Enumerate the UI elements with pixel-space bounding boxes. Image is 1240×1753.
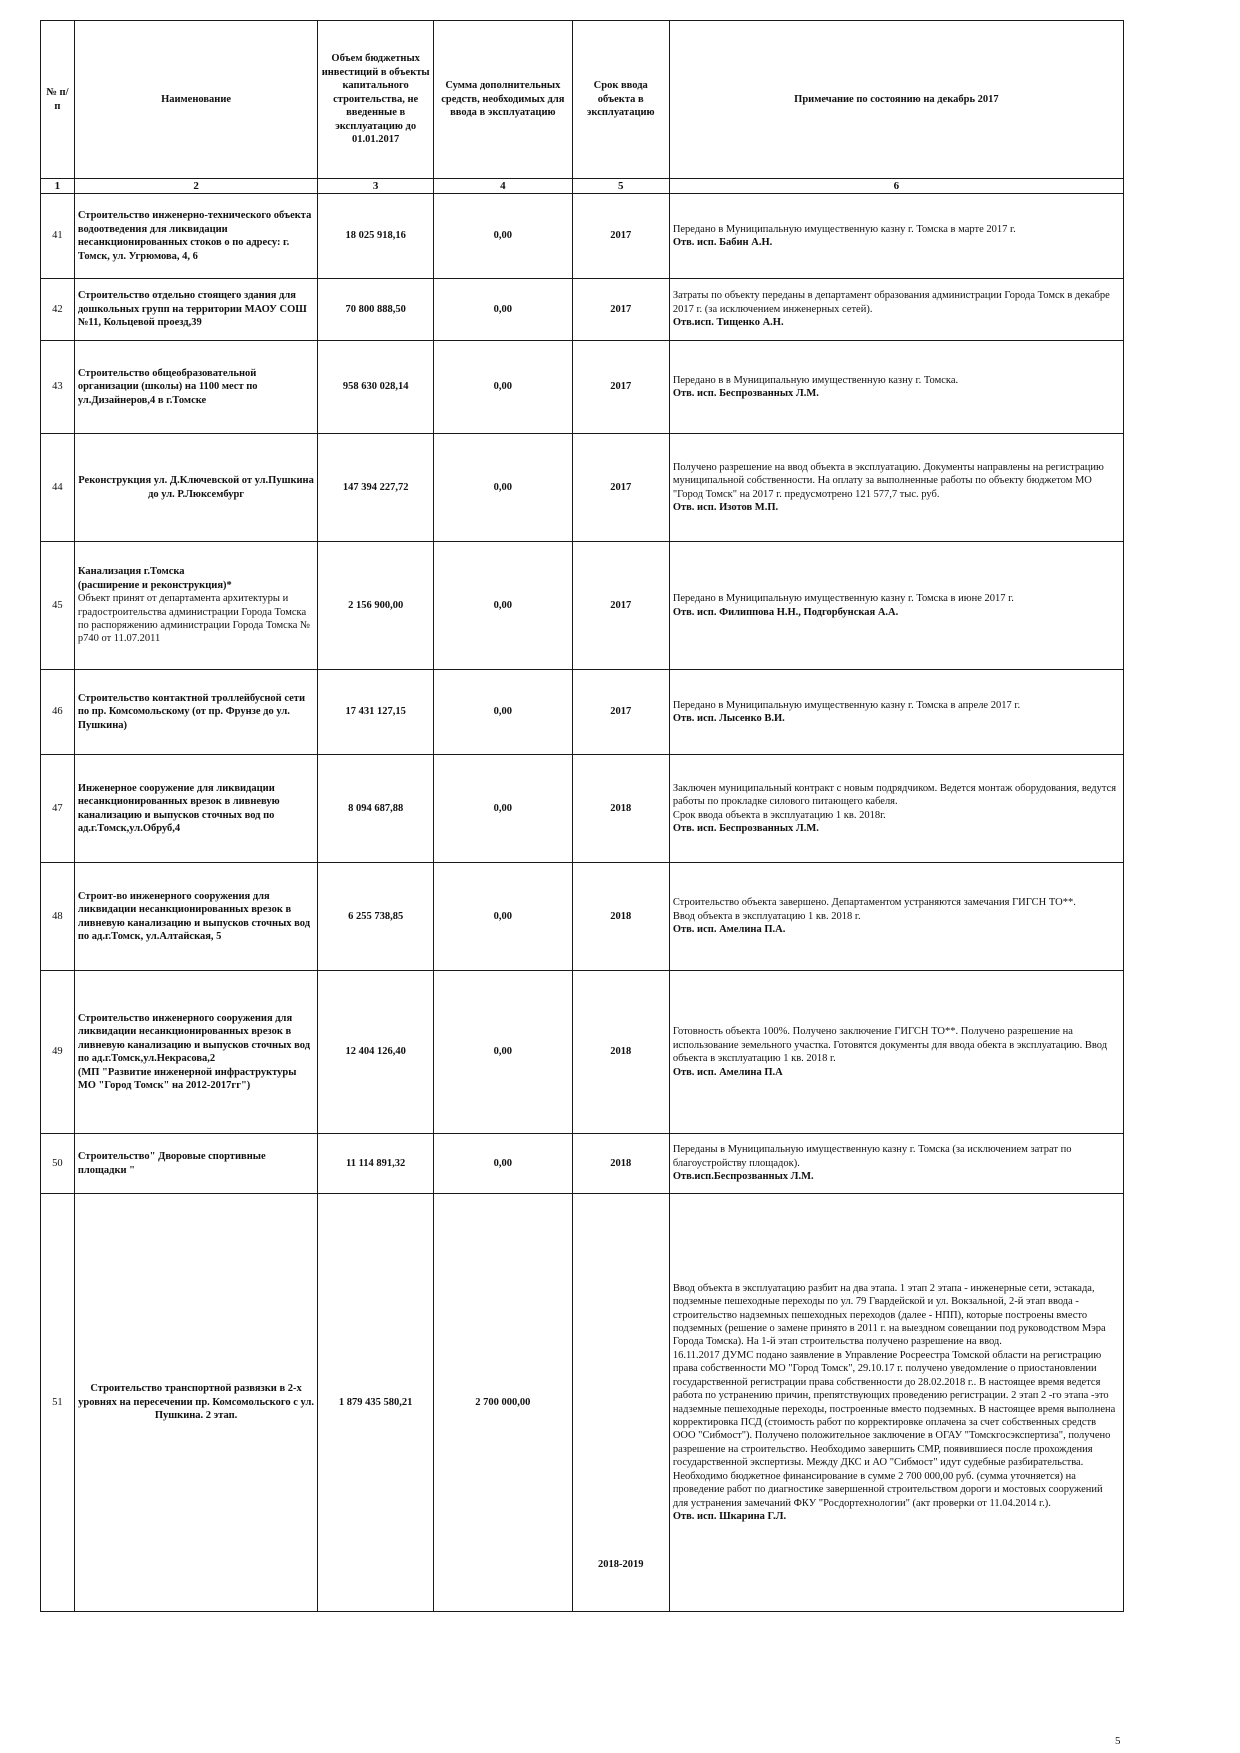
object-name-text: Строительство контактной троллейбусной сети по пр. Комсомольскому (от пр. Фрунзе до ул. Пушкина) — [77, 692, 305, 731]
note-text: Передано в Муниципальную имущественную казну г. Томска в июне 2017 г. — [672, 593, 1014, 605]
commission-term: 2018 — [572, 755, 669, 863]
additional-sum: 0,00 — [434, 755, 573, 863]
commission-term: 2018 — [572, 1134, 669, 1194]
object-name-text: Строительство отдельно стоящего здания для дошкольных групп на территории МАОУ СОШ №11, Кольцевой проезд,39 — [77, 290, 307, 329]
row-number: 50 — [41, 1134, 75, 1194]
additional-sum: 0,00 — [434, 863, 573, 971]
investment-volume: 17 431 127,15 — [318, 670, 434, 755]
additional-sum: 0,00 — [434, 542, 573, 670]
table-row — [41, 542, 1124, 670]
object-name — [74, 670, 317, 755]
responsible-person: Отв. исп. Лысенко В.И. — [672, 713, 785, 725]
row-number: 51 — [41, 1194, 75, 1612]
table-row — [41, 670, 1124, 755]
object-name-text: Строительство" Дворовые спортивные площадки " — [77, 1151, 266, 1176]
row-number: 44 — [41, 434, 75, 542]
additional-sum: 0,00 — [434, 434, 573, 542]
object-name — [74, 863, 317, 971]
additional-sum: 0,00 — [434, 670, 573, 755]
responsible-person: Отв. исп. Амелина П.А. — [672, 924, 786, 936]
note-text: Затраты по объекту переданы в департамент образования администрации Города Томск в декабре 2017 г. (за исключением инженерных сетей). — [672, 290, 1110, 315]
note-text: Передано в в Муниципальную имущественную казну г. Томска. — [672, 374, 959, 386]
note — [669, 1194, 1123, 1612]
header-sum: Сумма дополнительных средств, необходимых для ввода в эксплуатацию — [434, 21, 573, 179]
commission-term: 2017 — [572, 542, 669, 670]
column-number: 5 — [572, 179, 669, 194]
object-name — [74, 434, 317, 542]
object-name-text: Строительство инженерно-технического объекта водоотведения для ликвидации несанкционированных стоков о по адресу: г. Томск, ул. Угрюмова, 4, 6 — [77, 210, 312, 262]
investment-volume: 11 114 891,32 — [318, 1134, 434, 1194]
object-name-text: Строительство транспортной развязки в 2-х уровнях на пересечении пр. Комсомольского с ул. Пушкина. 2 этап. — [78, 1383, 314, 1422]
responsible-person: Отв.исп. Тищенко А.Н. — [672, 317, 784, 329]
object-name — [74, 755, 317, 863]
note-text: Передано в Муниципальную имущественную казну г. Томска в апреле 2017 г. — [672, 699, 1021, 711]
note-text: Получено разрешение на ввод объекта в эксплуатацию. Документы направлены на регистрацию муниципальной собственности. На оплату за выполненные работы по объекту бюджетом МО "Город Томск" на 2017 г. предусмотрено 121 577,7 тыс. руб. — [672, 461, 1104, 500]
additional-sum: 0,00 — [434, 971, 573, 1134]
note-text: Ввод объекта в эксплуатацию разбит на два этапа. 1 этап 2 этапа - инженерные сети, эстакада, подземные пешеходные переходы по ул. 79 Гвардейской и ул. Вокзальной, 2-й этап ввода - строительство надземных пешеходных переходов (далее - НПП), которые построены вместо подземных (решение о замене принято в 2011 г. на выездном совещании под руководством Мэра Города Томска). На 1-й этап строительства получено разрешение на ввод. 16.11.2017 ДУМС подано заявление в Управление Росреестра Томской области на регистрацию права собственности МО "Город Томск", 29.10.17 г. получено уведомление о приостановлении государственной регистрации права собственности до 28.02.2018 г.. В настоящее время ведется работа по устранению причин, препятствующих проведению регистрации. 2 этап 2 -го этапа -это надземные пешеходные переходы, построенные вместо подземных. В настоящее время выполнена корректировка ПСД (стоимость работ по корректировке оплачена за счет собственных средств ООО "Сибмост"). Получено положительное заключение в ОГАУ "Томскгосэкспертиза", получено разрешение на строительство. Необходимо завершить СМР, появившиеся после прохождения государственной экспертизы. Между ДКС и АО "Сибмост" идут судебные разбирательства. Необходимо бюджетное финансирование в сумме 2 700 000,00 руб. (сумма уточняется) на проведение работ по диагностике завершенной строительством дороги и мостовых сооружений для устранения замечаний ФКУ "Росдортехнологии" (акт проверки от 11.04.2014 г.). — [672, 1282, 1116, 1509]
object-name — [74, 1134, 317, 1194]
note — [669, 755, 1123, 863]
row-number: 49 — [41, 971, 75, 1134]
commission-term: 2017 — [572, 194, 669, 279]
header-name: Наименование — [74, 21, 317, 179]
object-name-text: Строительство инженерного сооружения для ликвидации несанкционированных врезок в ливневую канализацию и выпусков сточных вод по ад.г.Томск,ул.Некрасова,2 (МП "Развитие инженерной инфраструктуры МО "Город Томск" на 2012-2017гг") — [77, 1012, 311, 1091]
note-text: Готовность объекта 100%. Получено заключение ГИГСН ТО**. Получено разрешение на использование земельного участка. Готовятся документы для ввода обекта в эксплуатацию. Ввод объекта в эксплуатацию 1 кв. 2018 г. — [672, 1026, 1108, 1065]
column-number: 3 — [318, 179, 434, 194]
commission-term: 2017 — [572, 341, 669, 434]
table-row — [41, 971, 1124, 1134]
column-number: 6 — [669, 179, 1123, 194]
header-term: Срок ввода объекта в эксплуатацию — [572, 21, 669, 179]
additional-sum: 2 700 000,00 — [434, 1194, 573, 1612]
note — [669, 542, 1123, 670]
commission-term: 2018 — [572, 863, 669, 971]
column-number: 1 — [41, 179, 75, 194]
investment-volume: 6 255 738,85 — [318, 863, 434, 971]
object-name — [74, 279, 317, 341]
object-name — [74, 542, 317, 670]
note — [669, 341, 1123, 434]
table-row — [41, 1134, 1124, 1194]
investment-volume: 2 156 900,00 — [318, 542, 434, 670]
investment-volume: 1 879 435 580,21 — [318, 1194, 434, 1612]
object-name-extra: Объект принят от департамента архитектуры и градостроительства администрации Города Томска по распоряжению администрации Города Томска № р740 от 11.07.2011 — [77, 593, 311, 645]
commission-term: 2018-2019 — [572, 1194, 669, 1612]
responsible-person: Отв. исп. Беспрозванных Л.М. — [672, 388, 819, 400]
column-number: 2 — [74, 179, 317, 194]
note-text: Строительство объекта завершено. Департаментом устраняются замечания ГИГСН ТО**. Ввод объекта в эксплуатацию 1 кв. 2018 г. — [672, 897, 1076, 922]
row-number: 48 — [41, 863, 75, 971]
note-text: Переданы в Муниципальную имущественную казну г. Томска (за исключением затрат по благоустройству площадок). — [672, 1144, 1072, 1169]
object-name-text: Строительство общеобразовательной организации (школы) на 1100 мест по ул.Дизайнеров,4 в г.Томске — [77, 367, 258, 406]
note-text: Передано в Муниципальную имущественную казну г. Томска в марте 2017 г. — [672, 223, 1016, 235]
investment-volume: 18 025 918,16 — [318, 194, 434, 279]
object-name-text: Инженерное сооружение для ликвидации несанкционированных врезок в ливневую канализацию и выпусков сточных вод по ад.г.Томск,ул.Обруб,4 — [77, 782, 280, 835]
header-num: № п/п — [41, 21, 75, 179]
object-name-text: Реконструкция ул. Д.Ключевской от ул.Пушкина до ул. Р.Люксембург — [78, 475, 314, 500]
row-number: 41 — [41, 194, 75, 279]
responsible-person: Отв. исп. Беспрозванных Л.М. — [672, 823, 819, 835]
object-name — [74, 194, 317, 279]
table-row — [41, 863, 1124, 971]
row-number: 46 — [41, 670, 75, 755]
additional-sum: 0,00 — [434, 1134, 573, 1194]
note — [669, 670, 1123, 755]
commission-term: 2018 — [572, 971, 669, 1134]
note-text: Заключен муниципальный контракт с новым подрядчиком. Ведется монтаж оборудования, ведутся работы по прокладке силового питающего кабеля. Срок ввода объекта в эксплуатацию 1 кв. 2018г. — [672, 782, 1117, 821]
responsible-person: Отв. исп. Шкарина Г.Л. — [672, 1511, 787, 1523]
responsible-person: Отв. исп. Филиппова Н.Н., Подгорбунская А.А. — [672, 606, 899, 618]
responsible-person: Отв. исп. Бабин А.Н. — [672, 237, 773, 249]
investment-volume: 958 630 028,14 — [318, 341, 434, 434]
object-name — [74, 971, 317, 1134]
note — [669, 434, 1123, 542]
note — [669, 194, 1123, 279]
commission-term: 2017 — [572, 434, 669, 542]
row-number: 45 — [41, 542, 75, 670]
table-row — [41, 279, 1124, 341]
header-row — [41, 21, 1124, 179]
note — [669, 863, 1123, 971]
object-name — [74, 1194, 317, 1612]
additional-sum: 0,00 — [434, 341, 573, 434]
note — [669, 279, 1123, 341]
object-name — [74, 341, 317, 434]
table-row — [41, 755, 1124, 863]
header-note: Примечание по состоянию на декабрь 2017 — [669, 21, 1123, 179]
note — [669, 971, 1123, 1134]
investment-volume: 147 394 227,72 — [318, 434, 434, 542]
page-number: 5 — [1115, 1735, 1121, 1747]
responsible-person: Отв. исп. Амелина П.А — [672, 1066, 783, 1078]
table-row — [41, 1194, 1124, 1612]
commission-term: 2017 — [572, 279, 669, 341]
column-number: 4 — [434, 179, 573, 194]
report-table — [40, 20, 1124, 1612]
table-row — [41, 341, 1124, 434]
investment-volume: 8 094 687,88 — [318, 755, 434, 863]
row-number: 43 — [41, 341, 75, 434]
additional-sum: 0,00 — [434, 279, 573, 341]
table-row — [41, 194, 1124, 279]
commission-term: 2017 — [572, 670, 669, 755]
responsible-person: Отв. исп. Изотов М.П. — [672, 502, 779, 514]
row-number: 47 — [41, 755, 75, 863]
note — [669, 1134, 1123, 1194]
object-name-text: Строит-во инженерного сооружения для ликвидации несанкционированных врезок в ливневую канализацию и выпусков сточных вод по ад.г.Томск, ул.Алтайская, 5 — [77, 890, 311, 943]
header-volume: Объем бюджетных инвестиций в объекты капитального строительства, не введенные в эксплуатацию до 01.01.2017 — [318, 21, 434, 179]
responsible-person: Отв.исп.Беспрозванных Л.М. — [672, 1171, 814, 1183]
column-numbers-row — [41, 179, 1124, 194]
investment-volume: 12 404 126,40 — [318, 971, 434, 1134]
table-row — [41, 434, 1124, 542]
row-number: 42 — [41, 279, 75, 341]
additional-sum: 0,00 — [434, 194, 573, 279]
object-name-text: Канализация г.Томска (расширение и реконструкция)* — [77, 566, 232, 591]
investment-volume: 70 800 888,50 — [318, 279, 434, 341]
